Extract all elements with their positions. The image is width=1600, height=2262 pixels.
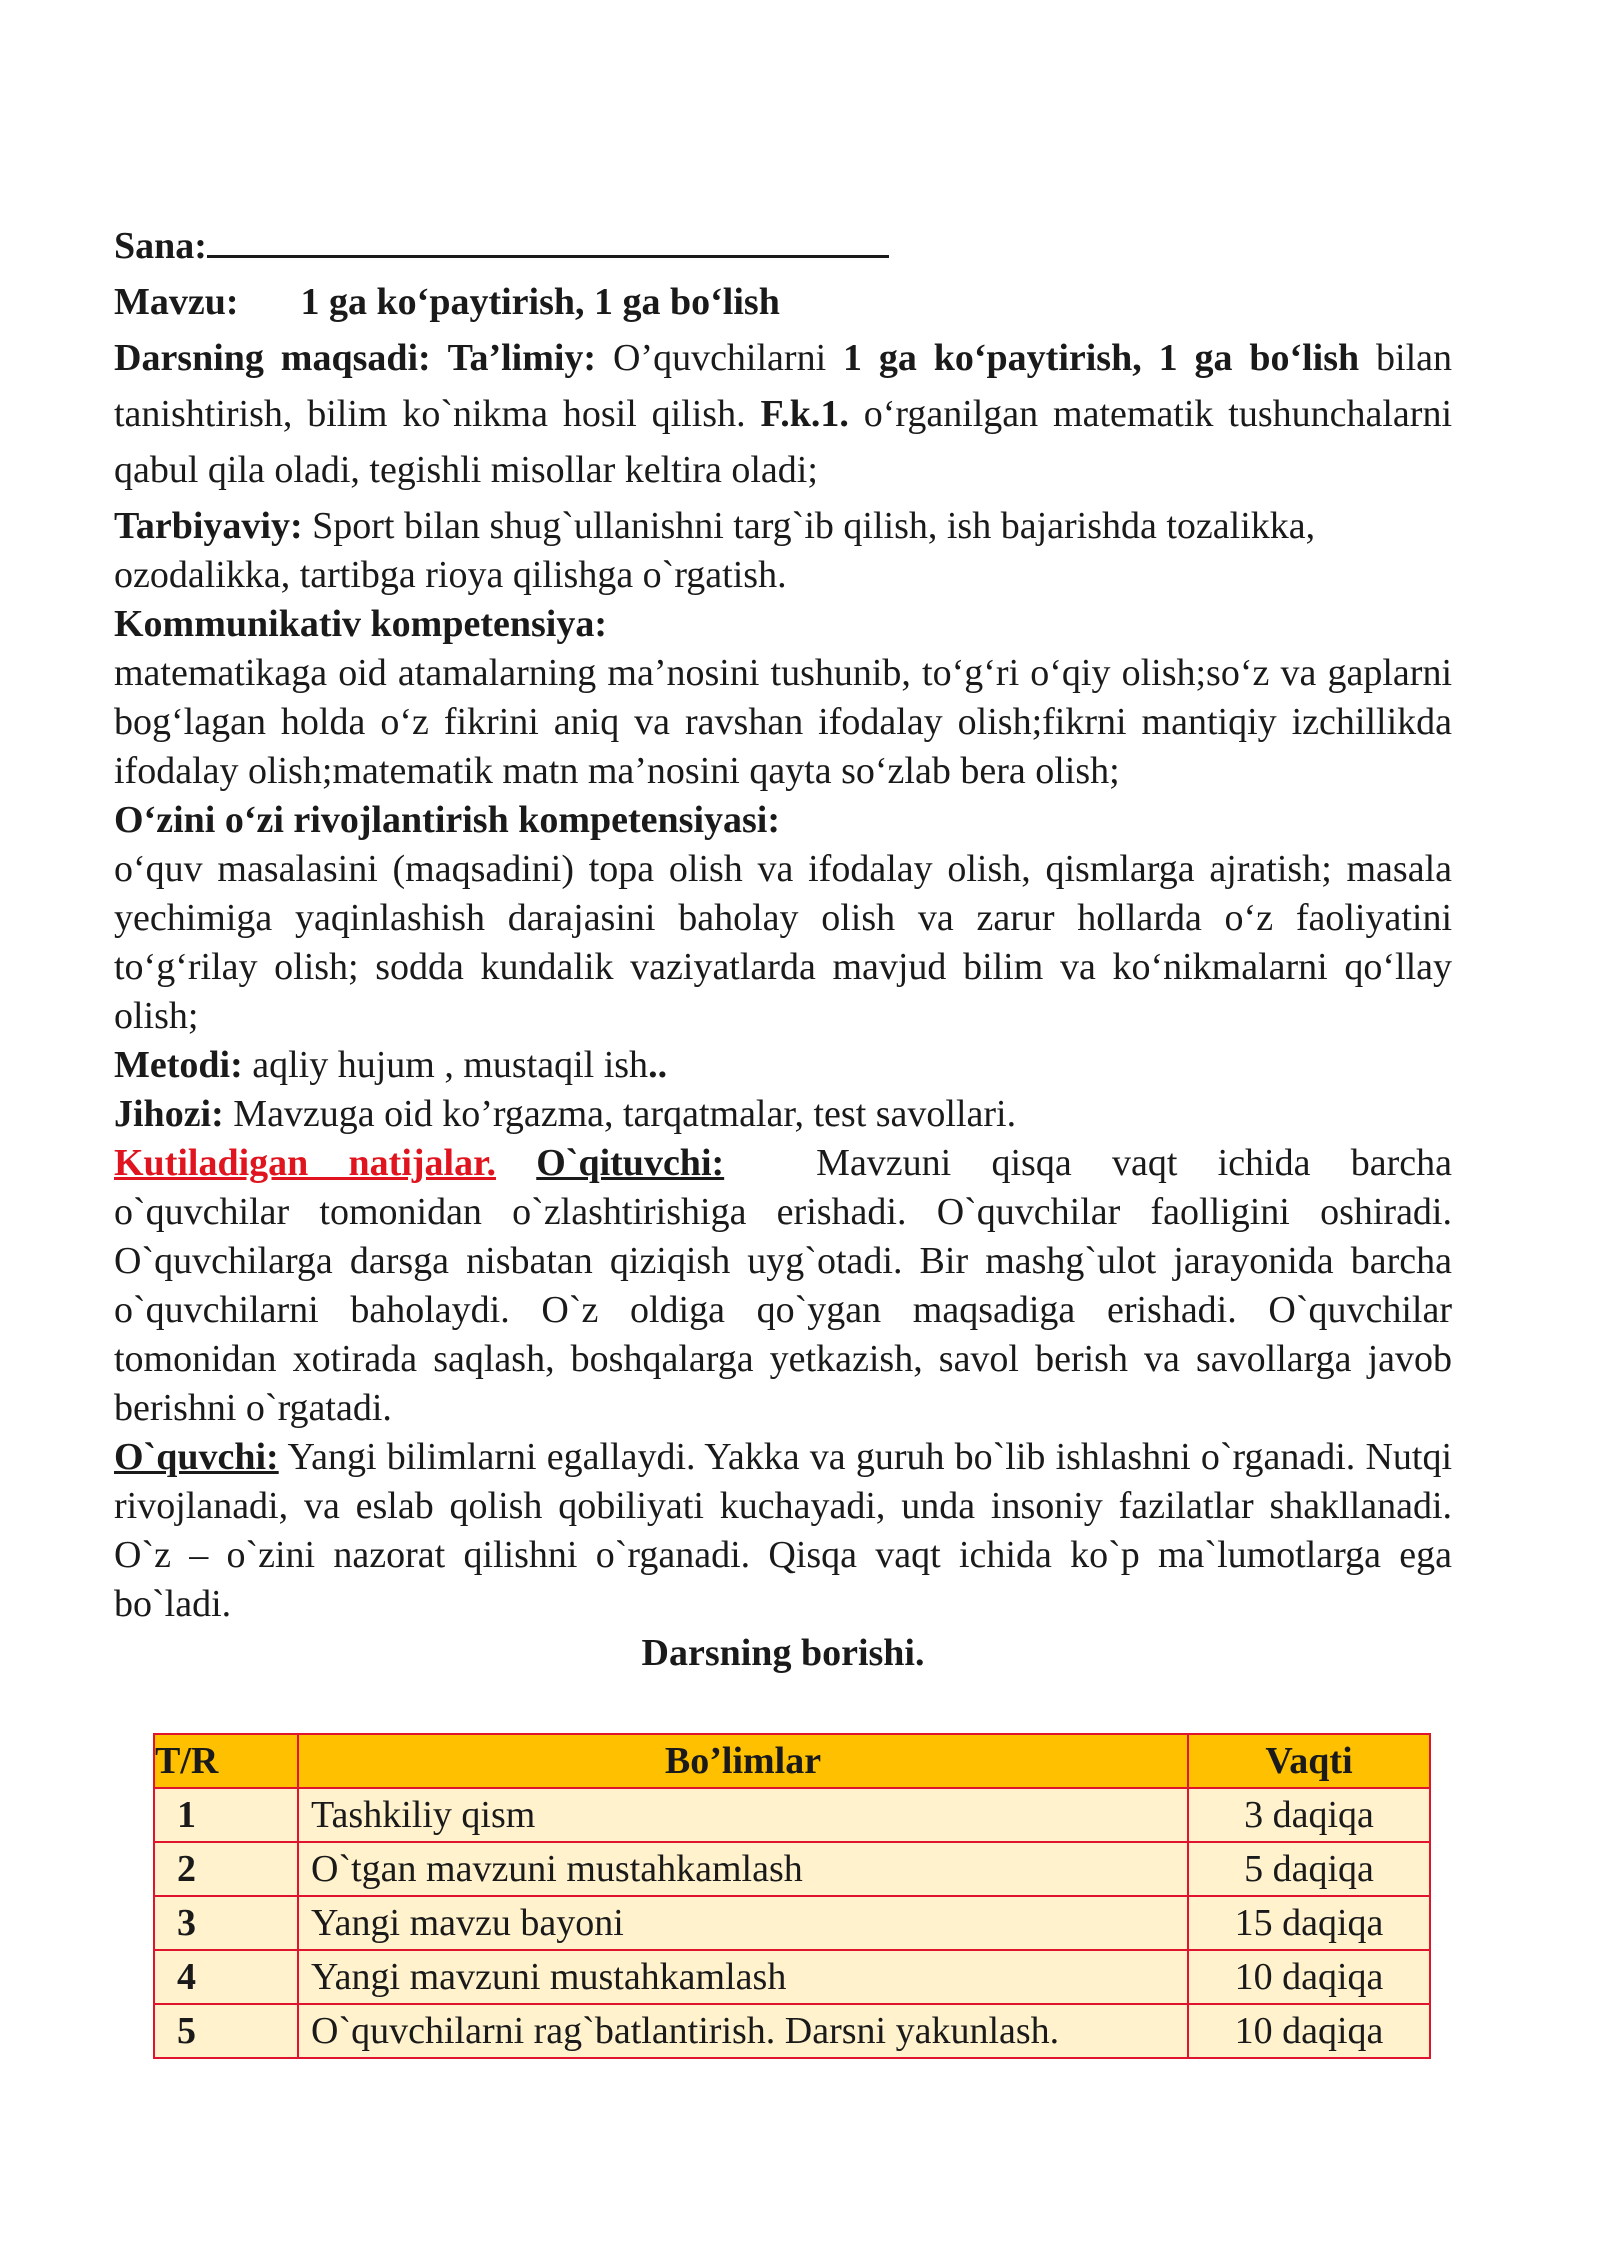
row-number: 5 [154,2004,298,2058]
competency-code: F.k.1. [760,393,849,435]
row-section: O`quvchilarni rag`batlantirish. Darsni yakunlash. [298,2004,1188,2058]
topic-line [114,274,1452,330]
table-row [154,1896,1430,1950]
upbringing-text: Sport bilan shug`ullanishni targ`ib qilish, ish bajarishda tozalikka, ozodalikka, tartibga rioya qilishga o`rgatish. [114,505,1316,596]
column-header-sections: Bo’limlar [298,1734,1188,1788]
method-line [114,1041,1452,1090]
expected-results-label: Kutiladigan natijalar. [114,1142,496,1184]
row-section: Yangi mavzu bayoni [298,1896,1188,1950]
date-line [114,218,1452,274]
column-header-number: T/R [154,1734,298,1788]
row-time: 3 daqiqa [1188,1788,1430,1842]
goal-label: Darsning maqsadi: [114,337,431,379]
table-row [154,2004,1430,2058]
row-time: 10 daqiqa [1188,1950,1430,2004]
communicative-heading: Kommunikativ kompetensiya: [114,603,607,645]
lesson-goal [114,330,1452,498]
method-end: .. [648,1044,668,1086]
teacher-outcomes-text: Mavzuni qisqa vaqt ichida barcha o`quvchilar tomonidan o`zlashtirishiga erishadi. O`quvchilar faolligini oshiradi. O`quvchilarga darsga nisbatan qiziqish uyg`otadi. Bir mashg`ulot jarayonida barcha o`quvchilarni baholaydi. O`z oldiga qo`ygan maqsadiga erishadi. O`quvchilar tomonidan xotirada saqlash, boshqalarga yetkazish, savol berish va savollarga javob berishni o`rgatadi. [114,1142,1452,1429]
goal-topic: 1 ga ko‘paytirish, 1 ga bo‘lish [843,337,1360,379]
row-time: 10 daqiqa [1188,2004,1430,2058]
equipment-label: Jihozi: [114,1093,224,1135]
column-header-time: Vaqti [1188,1734,1430,1788]
row-time: 5 daqiqa [1188,1842,1430,1896]
teacher-label: O`qituvchi: [536,1142,725,1184]
goal-text-1: O’quvchilarni [612,337,827,379]
row-number: 4 [154,1950,298,2004]
date-label: Sana: [114,225,207,267]
lesson-flow-table [153,1733,1431,2059]
communicative-text: matematikaga oid atamalarning ma’nosini tushunib, to‘g‘ri o‘qiy olish;so‘z va gaplarni bog‘lagan holda o‘z fikrini aniq va ravshan ifodalay olish;fikrni mantiqiy izchillikda ifodalay olish;matematik matn ma’nosini qayta so‘zlab bera olish; [114,652,1452,792]
table-header-row [154,1734,1430,1788]
row-section: Yangi mavzuni mustahkamlash [298,1950,1188,2004]
self-development-text: o‘quv masalasini (maqsadini) topa olish va ifodalay olish, qismlarga ajratish; masala yechimiga yaqinlashish darajasini baholay olish va zarur hollarda o‘z faoliyatini to‘g‘rilay olish; sodda kundalik vaziyatlarda mavjud bilim va ko‘nikmalarni qo‘llay olish; [114,848,1452,1037]
row-number: 2 [154,1842,298,1896]
row-time: 15 daqiqa [1188,1896,1430,1950]
student-outcomes-text: Yangi bilimlarni egallaydi. Yakka va guruh bo`lib ishlashni o`rganadi. Nutqi rivojlanadi, va eslab qolish qobiliyati kuchayadi, unda insoniy fazilatlar shakllanadi. O`z – o`zini nazorat qilishni o`rganadi. Qisqa vaqt ichida ko`p ma`lumotlarga ega bo`ladi. [114,1436,1452,1625]
table-row [154,1788,1430,1842]
row-number: 3 [154,1896,298,1950]
lesson-plan-document [114,218,1452,1678]
educational-label: Ta’limiy: [447,337,597,379]
table-row [154,1950,1430,2004]
date-blank [207,221,889,258]
table-row [154,1842,1430,1896]
row-section: Tashkiliy qism [298,1788,1188,1842]
upbringing-goal [114,502,1452,600]
student-outcomes [114,1433,1452,1629]
lesson-flow-title: Darsning borishi. [641,1632,925,1674]
equipment-text: Mavzuga oid ko’rgazma, tarqatmalar, test savollari. [233,1093,1017,1135]
method-text: aqliy hujum , mustaqil ish [252,1044,649,1086]
teacher-outcomes [114,1139,1452,1433]
self-development-heading: O‘zini o‘zi rivojlantirish kompetensiyasi: [114,799,781,841]
topic-label: Mavzu: [114,281,239,323]
upbringing-label: Tarbiyaviy: [114,505,303,547]
goal-text-2: bilan tanishtirish, bilim ko`nikma hosil qilish. [114,337,1453,435]
topic-value: 1 ga ko‘paytirish, 1 ga bo‘lish [300,281,780,323]
row-number: 1 [154,1788,298,1842]
method-label: Metodi: [114,1044,243,1086]
equipment-line [114,1090,1452,1139]
student-label: O`quvchi: [114,1436,279,1478]
row-section: O`tgan mavzuni mustahkamlash [298,1842,1188,1896]
goal-text-3: o‘rganilgan matematik tushunchalarni qabul qila oladi, tegishli misollar keltira oladi; [114,393,1453,491]
